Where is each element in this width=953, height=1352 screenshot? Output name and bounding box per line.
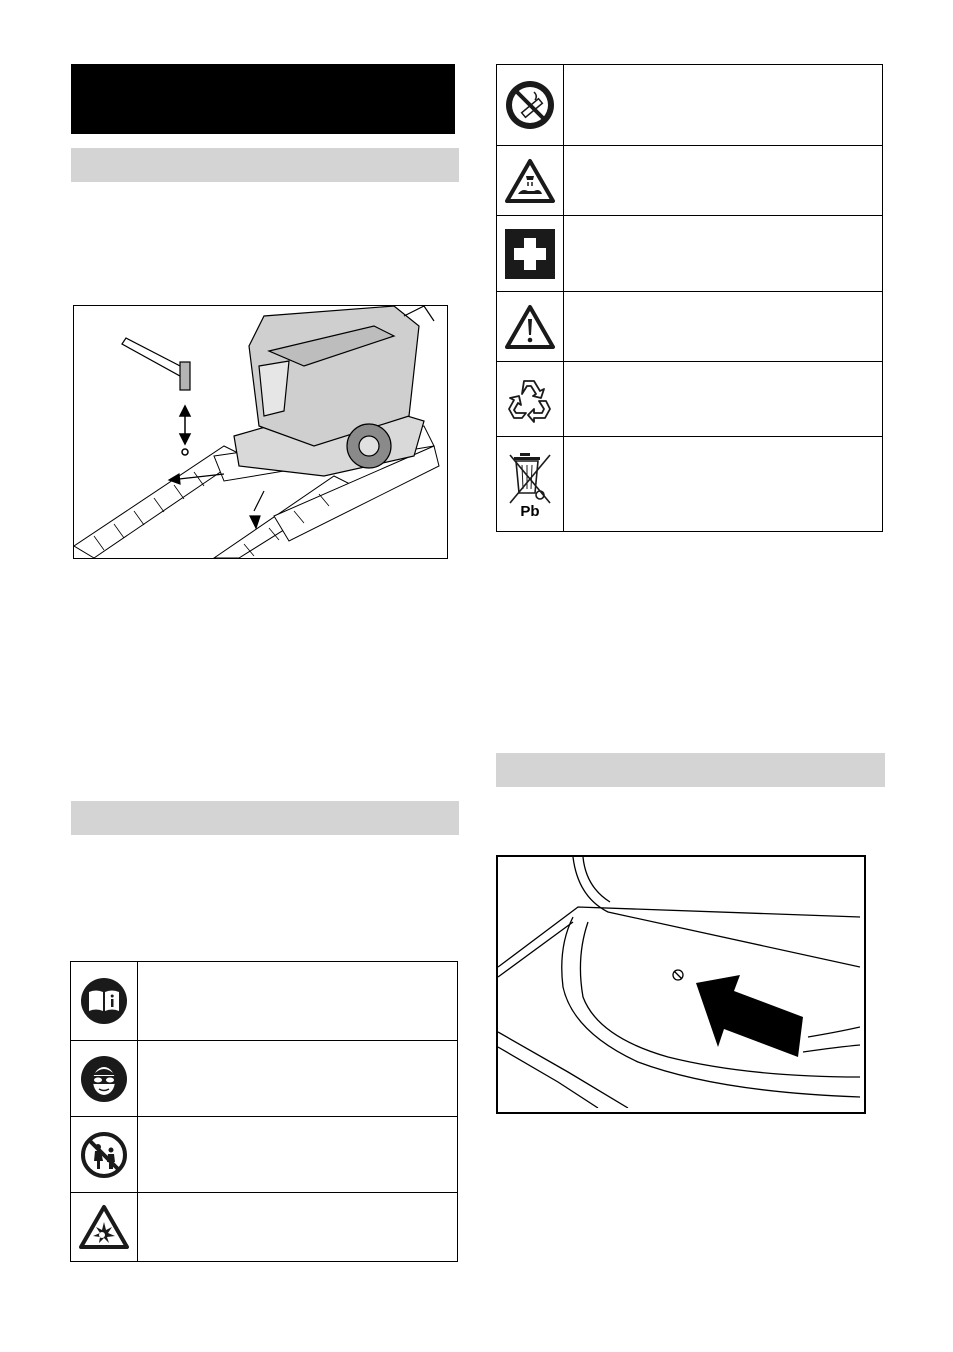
- symbols-table-left: [70, 961, 458, 1262]
- explosion-warning-icon: [78, 1204, 130, 1250]
- symbols-table-right: [496, 64, 883, 532]
- table-row: [71, 962, 458, 1041]
- no-children-icon: [80, 1131, 128, 1179]
- general-warning-icon: [504, 304, 556, 350]
- section-bar-battery: [496, 753, 885, 787]
- recycle-icon: [504, 373, 556, 425]
- no-smoking-icon: [504, 79, 556, 131]
- table-row: [497, 146, 883, 216]
- section-bar-unpacking: [71, 148, 459, 182]
- lead-label: Pb: [520, 502, 540, 520]
- table-row: [497, 216, 883, 292]
- table-row: [497, 292, 883, 362]
- table-row: [71, 1193, 458, 1262]
- table-row: [497, 362, 883, 437]
- goggles-icon: [80, 1055, 128, 1103]
- table-row: [497, 65, 883, 146]
- corrosive-warning-icon: [504, 158, 556, 204]
- section-bar-symbols: [71, 801, 459, 835]
- screw-location-figure: [496, 855, 866, 1114]
- first-aid-icon: [504, 228, 556, 280]
- crossed-bin-icon: [506, 449, 554, 507]
- table-row: [71, 1041, 458, 1117]
- chapter-title-bar: [71, 64, 455, 134]
- pallet-unpacking-figure: [73, 305, 448, 559]
- read-manual-icon: [80, 977, 128, 1025]
- table-row: [497, 437, 883, 532]
- table-row: [71, 1117, 458, 1193]
